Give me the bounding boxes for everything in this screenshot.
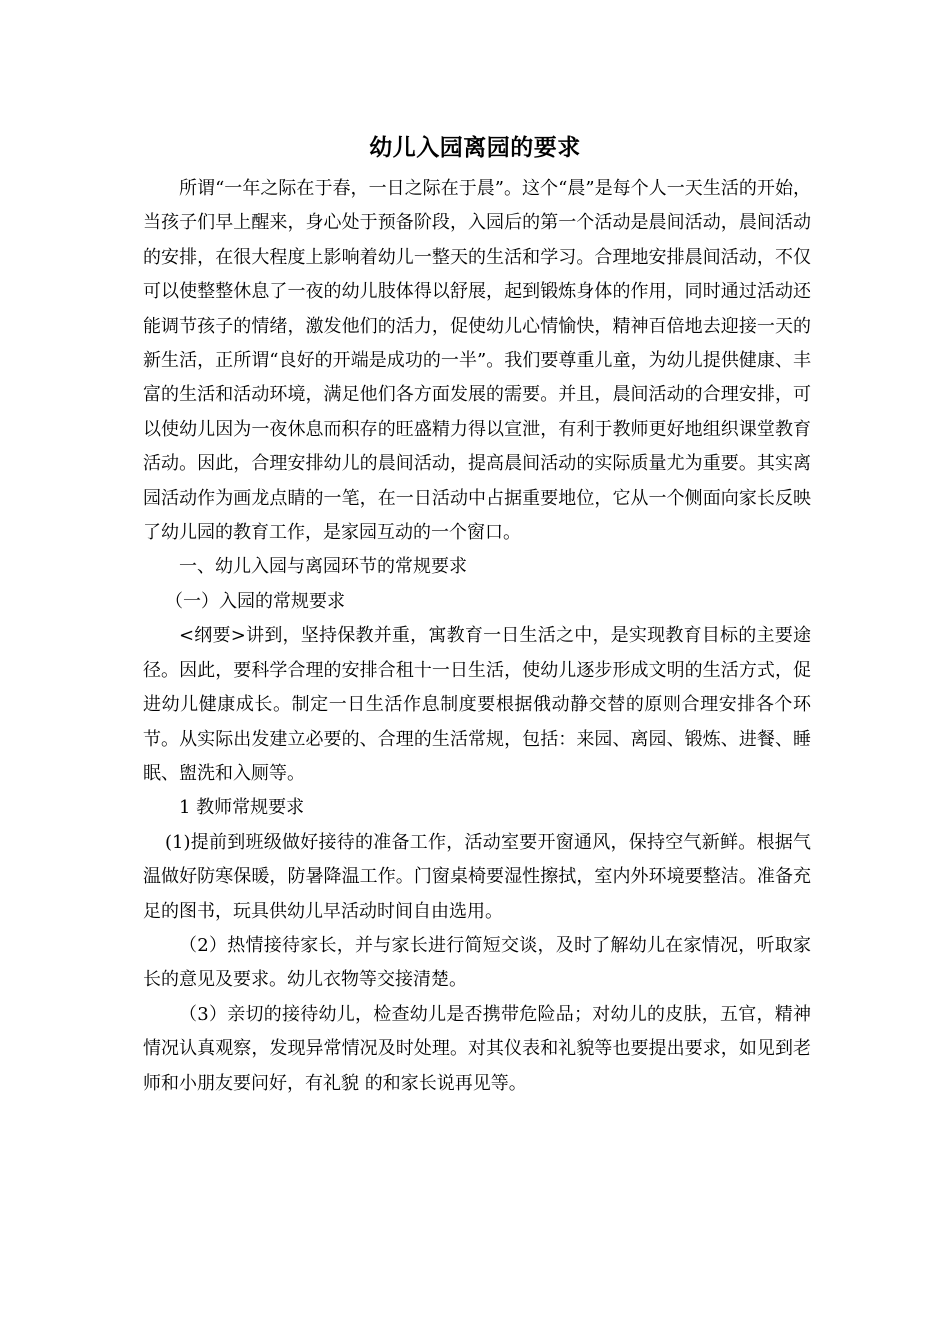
requirement-item-3: （3）亲切的接待幼儿，检查幼儿是否携带危险品；对幼儿的皮肤，五官，精神情况认真观察，发现异常情况及时处理。对其仪表和礼貌等也要提出要求，如见到老师和小朋友要问好，有礼貌 的和家长说再见等。 xyxy=(143,1003,811,1094)
teacher-requirements-heading: 1 教师常规要求 xyxy=(179,797,305,819)
document-title: 幼儿入园离园的要求 xyxy=(369,134,581,161)
intro-paragraph: 所谓“一年之际在于春，一日之际在于晨”。这个“晨”是每个人一天生活的开始，当孩子们早上醒来，身心处于预备阶段，入园后的第一个活动是晨间活动，晨间活动的安排，在很大程度上影响着幼儿一整天的生活和学习。合理地安排晨间活动，不仅可以使整整休息了一夜的幼儿肢体得以舒展，起到锻炼身体的作用，同时通过活动还能调节孩子的情绪，激发他们的活力，促使幼儿心情愉快，精神百倍地去迎接一天的新生活，正所谓“良好的开端是成功的一半”。我们要尊重儿童，为幼儿提供健康、丰富的生活和活动环境，满足他们各方面发展的需要。并且，晨间活动的合理安排，可以使幼儿因为一夜休息而积存的旺盛精力得以宣泄，有利于教师更好地组织课堂教育活动。因此，合理安排幼儿的晨间活动，提高晨间活动的实际质量尤为重要。其实离园活动作为画龙点睛的一笔，在一日活动中占据重要地位，它从一个侧面向家长反映了幼儿园的教育工作，是家园互动的一个窗口。 xyxy=(143,178,811,544)
subsection-heading: （一）入园的常规要求 xyxy=(165,590,345,612)
requirement-item-2: （2）热情接待家长，并与家长进行简短交谈，及时了解幼儿在家情况，听取家长的意见及要求。幼儿衣物等交接清楚。 xyxy=(143,934,811,991)
outline-paragraph: <纲要>讲到，坚持保教并重，寓教育一日生活之中，是实现教育目标的主要途径。因此，要科学合理的安排合租十一日生活，使幼儿逐步形成文明的生活方式，促进幼儿健康成长。制定一日生活作息制度要根据俄动静交替的原则合理安排各个环节。从实际出发建立必要的、合理的生活常规，包括：来园、离园、锻炼、进餐、睡眠、盥洗和入厕等。 xyxy=(143,625,811,784)
requirement-item-1: (1)提前到班级做好接待的准备工作，活动室要开窗通风，保持空气新鲜。根据气温做好防寒保暖，防暑降温工作。门窗桌椅要湿性擦拭，室内外环境要整洁。准备充足的图书，玩具供幼儿早活动时间自由选用。 xyxy=(143,831,811,922)
section-heading: 一、幼儿入园与离园环节的常规要求 xyxy=(179,556,467,578)
document-body xyxy=(143,172,811,1101)
